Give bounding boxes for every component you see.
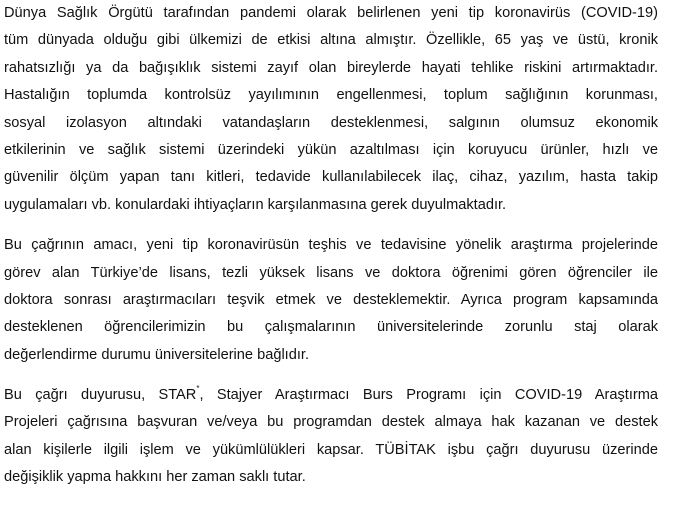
text-line: güvenilir ölçüm yapan tanı kitleri, tedavide kullanılabilecek ilaç, cihaz, yazılım, hasta takip [4, 169, 658, 186]
text-line: desteklenen öğrencilerimizin bu çalışmalarının üniversitelerinde zorunlu staj olarak [4, 319, 658, 336]
text-fragment: Bu çağrı duyurusu, STAR [4, 387, 197, 404]
paragraph-call-purpose [4, 232, 658, 369]
footnote-marker: * [196, 384, 200, 394]
text-line: Hastalığın toplumda kontrolsüz yayılımının engellenmesi, toplum sağlığının korunması, [4, 87, 658, 104]
text-line [4, 382, 658, 409]
text-line: sosyal izolasyon altındaki vatandaşların desteklenmesi, salgının olumsuz ekonomik [4, 114, 658, 131]
text-line: etkilerinin ve sağlık sistemi üzerindeki yükün azaltılması için koruyucu ürünler, hızlı ve [4, 141, 658, 158]
text-line: Dünya Sağlık Örgütü tarafından pandemi olarak belirlenen yeni tip koronavirüs (COVID-19) [4, 5, 658, 21]
text-line: doktora sonrası araştırmacıları teşvik etmek ve desteklemektir. Ayrıca program kapsamında [4, 291, 658, 308]
text-line: Projeleri çağrısına başvuran ve/veya bu programdan destek almaya hak kazanan ve destek [4, 414, 658, 431]
paragraph-call-scope [4, 382, 658, 492]
text-line: değişiklik yapma hakkını her zaman saklı tutar. [4, 469, 306, 486]
text-line: rahatsızlığı ya da bağışıklık sistemi zayıf olan bireylerde hayati tehlike riskini artırmaktadır. [4, 59, 658, 76]
text-line: alan kişilerle ilgili işlem ve yükümlülükleri kapsar. TÜBİTAK işbu çağrı duyurusu üzerinde [4, 441, 658, 458]
text-fragment: , Stajyer Araştırmacı Burs Programı için COVID-19 Araştırma [199, 387, 659, 404]
text-line: değerlendirme durumu üniversitelerine bağlıdır. [4, 346, 310, 363]
text-line: uygulamaları vb. konulardaki ihtiyaçların karşılanmasına gerek duyulmaktadır. [4, 196, 507, 213]
paragraph-pandemic-context [4, 0, 658, 219]
text-line: Bu çağrının amacı, yeni tip koronavirüsün teşhis ve tedavisine yönelik araştırma projelerinde [4, 237, 658, 254]
document-page [4, 0, 658, 492]
text-line: görev alan Türkiye’de lisans, tezli yüksek lisans ve doktora öğrenimi gören öğrenciler ile [4, 264, 658, 281]
text-line: tüm dünyada olduğu gibi ülkemizi de etkisi altına almıştır. Özellikle, 65 yaş ve üstü, kronik [4, 32, 658, 49]
